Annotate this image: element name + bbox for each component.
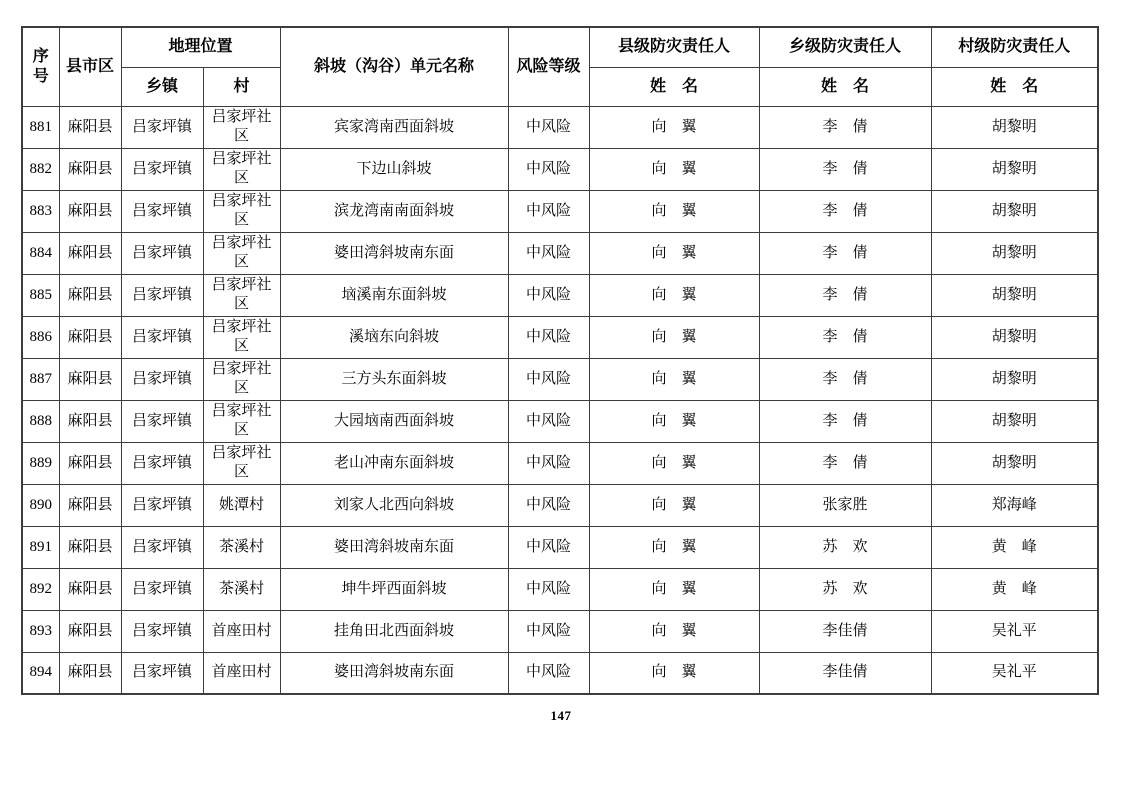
cell-county-level-person: 向 翼 [589, 400, 759, 442]
cell-county-district: 麻阳县 [59, 148, 121, 190]
header-village-level-person: 村级防灾责任人 [931, 27, 1098, 67]
table-row [22, 148, 1098, 190]
cell-town-level-person: 李 倩 [759, 316, 931, 358]
cell-town-level-person: 李佳倩 [759, 610, 931, 652]
cell-village-level-person: 黄 峰 [931, 526, 1098, 568]
cell-county-level-person: 向 翼 [589, 442, 759, 484]
cell-village: 吕家坪社区 [203, 232, 280, 274]
cell-village: 吕家坪社区 [203, 274, 280, 316]
cell-county-district: 麻阳县 [59, 484, 121, 526]
cell-county-level-person: 向 翼 [589, 568, 759, 610]
cell-risk-level: 中风险 [508, 358, 589, 400]
table-row [22, 274, 1098, 316]
cell-serial-number: 883 [22, 190, 59, 232]
cell-slope-unit-name: 溪垴东向斜坡 [280, 316, 508, 358]
table-row [22, 526, 1098, 568]
cell-serial-number: 894 [22, 652, 59, 694]
cell-county-district: 麻阳县 [59, 274, 121, 316]
cell-risk-level: 中风险 [508, 190, 589, 232]
cell-slope-unit-name: 婆田湾斜坡南东面 [280, 526, 508, 568]
table-row [22, 232, 1098, 274]
cell-village: 首座田村 [203, 610, 280, 652]
cell-serial-number: 882 [22, 148, 59, 190]
cell-county-district: 麻阳县 [59, 526, 121, 568]
header-geographic-location: 地理位置 [121, 27, 280, 67]
cell-township: 吕家坪镇 [121, 400, 203, 442]
header-name-village: 姓 名 [931, 67, 1098, 106]
cell-serial-number: 884 [22, 232, 59, 274]
header-slope-unit-name: 斜坡（沟谷）单元名称 [280, 27, 508, 106]
cell-town-level-person: 苏 欢 [759, 568, 931, 610]
cell-serial-number: 881 [22, 106, 59, 148]
cell-county-level-person: 向 翼 [589, 274, 759, 316]
cell-township: 吕家坪镇 [121, 442, 203, 484]
cell-risk-level: 中风险 [508, 442, 589, 484]
cell-town-level-person: 李 倩 [759, 400, 931, 442]
page-number: 147 [550, 708, 572, 723]
header-risk-level: 风险等级 [508, 27, 589, 106]
cell-village-level-person: 胡黎明 [931, 274, 1098, 316]
cell-township: 吕家坪镇 [121, 232, 203, 274]
table-row [22, 484, 1098, 526]
cell-town-level-person: 李 倩 [759, 232, 931, 274]
table-row [22, 400, 1098, 442]
cell-village: 吕家坪社区 [203, 106, 280, 148]
header-county-district: 县市区 [59, 27, 121, 106]
cell-county-district: 麻阳县 [59, 652, 121, 694]
cell-town-level-person: 李 倩 [759, 106, 931, 148]
cell-village: 吕家坪社区 [203, 190, 280, 232]
cell-county-district: 麻阳县 [59, 232, 121, 274]
cell-serial-number: 885 [22, 274, 59, 316]
table-row [22, 190, 1098, 232]
cell-township: 吕家坪镇 [121, 274, 203, 316]
cell-village: 吕家坪社区 [203, 442, 280, 484]
cell-town-level-person: 张家胜 [759, 484, 931, 526]
cell-township: 吕家坪镇 [121, 610, 203, 652]
cell-village-level-person: 胡黎明 [931, 316, 1098, 358]
cell-serial-number: 889 [22, 442, 59, 484]
cell-risk-level: 中风险 [508, 652, 589, 694]
cell-risk-level: 中风险 [508, 400, 589, 442]
cell-village-level-person: 胡黎明 [931, 358, 1098, 400]
cell-slope-unit-name: 婆田湾斜坡南东面 [280, 232, 508, 274]
cell-county-level-person: 向 翼 [589, 232, 759, 274]
header-county-level-person: 县级防灾责任人 [589, 27, 759, 67]
cell-serial-number: 893 [22, 610, 59, 652]
cell-village-level-person: 胡黎明 [931, 148, 1098, 190]
header-township: 乡镇 [121, 67, 203, 106]
cell-slope-unit-name: 垴溪南东面斜坡 [280, 274, 508, 316]
cell-county-level-person: 向 翼 [589, 316, 759, 358]
cell-township: 吕家坪镇 [121, 652, 203, 694]
cell-town-level-person: 李 倩 [759, 148, 931, 190]
cell-slope-unit-name: 滨龙湾南南面斜坡 [280, 190, 508, 232]
cell-township: 吕家坪镇 [121, 106, 203, 148]
cell-township: 吕家坪镇 [121, 526, 203, 568]
cell-county-level-person: 向 翼 [589, 190, 759, 232]
header-town-level-person: 乡级防灾责任人 [759, 27, 931, 67]
header-name-town: 姓 名 [759, 67, 931, 106]
cell-risk-level: 中风险 [508, 316, 589, 358]
cell-town-level-person: 李 倩 [759, 358, 931, 400]
cell-town-level-person: 苏 欢 [759, 526, 931, 568]
table-row [22, 610, 1098, 652]
cell-village-level-person: 吴礼平 [931, 652, 1098, 694]
cell-town-level-person: 李 倩 [759, 274, 931, 316]
cell-township: 吕家坪镇 [121, 568, 203, 610]
cell-county-district: 麻阳县 [59, 442, 121, 484]
cell-serial-number: 892 [22, 568, 59, 610]
cell-risk-level: 中风险 [508, 526, 589, 568]
cell-slope-unit-name: 宾家湾南西面斜坡 [280, 106, 508, 148]
cell-slope-unit-name: 下边山斜坡 [280, 148, 508, 190]
header-village: 村 [203, 67, 280, 106]
cell-village: 茶溪村 [203, 568, 280, 610]
cell-village-level-person: 郑海峰 [931, 484, 1098, 526]
cell-slope-unit-name: 挂角田北西面斜坡 [280, 610, 508, 652]
header-serial-number: 序号 [22, 27, 59, 106]
table-row [22, 316, 1098, 358]
cell-village-level-person: 胡黎明 [931, 442, 1098, 484]
cell-risk-level: 中风险 [508, 610, 589, 652]
cell-slope-unit-name: 婆田湾斜坡南东面 [280, 652, 508, 694]
cell-town-level-person: 李佳倩 [759, 652, 931, 694]
cell-village: 吕家坪社区 [203, 358, 280, 400]
cell-serial-number: 891 [22, 526, 59, 568]
cell-risk-level: 中风险 [508, 274, 589, 316]
cell-serial-number: 887 [22, 358, 59, 400]
cell-county-district: 麻阳县 [59, 400, 121, 442]
cell-serial-number: 888 [22, 400, 59, 442]
cell-county-district: 麻阳县 [59, 358, 121, 400]
cell-township: 吕家坪镇 [121, 148, 203, 190]
cell-slope-unit-name: 三方头东面斜坡 [280, 358, 508, 400]
cell-slope-unit-name: 刘家人北西向斜坡 [280, 484, 508, 526]
cell-village-level-person: 吴礼平 [931, 610, 1098, 652]
cell-village: 姚潭村 [203, 484, 280, 526]
cell-town-level-person: 李 倩 [759, 190, 931, 232]
cell-village-level-person: 黄 峰 [931, 568, 1098, 610]
cell-village: 吕家坪社区 [203, 400, 280, 442]
cell-risk-level: 中风险 [508, 232, 589, 274]
cell-county-level-person: 向 翼 [589, 652, 759, 694]
cell-village-level-person: 胡黎明 [931, 190, 1098, 232]
cell-risk-level: 中风险 [508, 106, 589, 148]
cell-township: 吕家坪镇 [121, 190, 203, 232]
cell-slope-unit-name: 老山冲南东面斜坡 [280, 442, 508, 484]
cell-risk-level: 中风险 [508, 148, 589, 190]
header-name-county: 姓 名 [589, 67, 759, 106]
table-row [22, 106, 1098, 148]
table-row [22, 568, 1098, 610]
cell-township: 吕家坪镇 [121, 484, 203, 526]
cell-village: 吕家坪社区 [203, 316, 280, 358]
cell-village-level-person: 胡黎明 [931, 232, 1098, 274]
slope-risk-responsibility-table [21, 26, 1099, 695]
cell-county-district: 麻阳县 [59, 190, 121, 232]
cell-village: 首座田村 [203, 652, 280, 694]
table-body [22, 106, 1098, 694]
cell-slope-unit-name: 大园垴南西面斜坡 [280, 400, 508, 442]
cell-county-level-person: 向 翼 [589, 106, 759, 148]
cell-village-level-person: 胡黎明 [931, 400, 1098, 442]
cell-county-level-person: 向 翼 [589, 358, 759, 400]
table-row [22, 442, 1098, 484]
cell-village: 吕家坪社区 [203, 148, 280, 190]
cell-township: 吕家坪镇 [121, 316, 203, 358]
cell-slope-unit-name: 坤牛坪西面斜坡 [280, 568, 508, 610]
cell-county-level-person: 向 翼 [589, 148, 759, 190]
table-row [22, 652, 1098, 694]
cell-village: 茶溪村 [203, 526, 280, 568]
cell-risk-level: 中风险 [508, 568, 589, 610]
cell-county-level-person: 向 翼 [589, 610, 759, 652]
cell-serial-number: 890 [22, 484, 59, 526]
cell-county-district: 麻阳县 [59, 106, 121, 148]
cell-serial-number: 886 [22, 316, 59, 358]
table-row [22, 358, 1098, 400]
cell-township: 吕家坪镇 [121, 358, 203, 400]
cell-county-district: 麻阳县 [59, 316, 121, 358]
cell-county-level-person: 向 翼 [589, 526, 759, 568]
cell-county-district: 麻阳县 [59, 610, 121, 652]
table-header [22, 27, 1098, 106]
cell-village-level-person: 胡黎明 [931, 106, 1098, 148]
cell-county-district: 麻阳县 [59, 568, 121, 610]
cell-town-level-person: 李 倩 [759, 442, 931, 484]
cell-county-level-person: 向 翼 [589, 484, 759, 526]
cell-risk-level: 中风险 [508, 484, 589, 526]
